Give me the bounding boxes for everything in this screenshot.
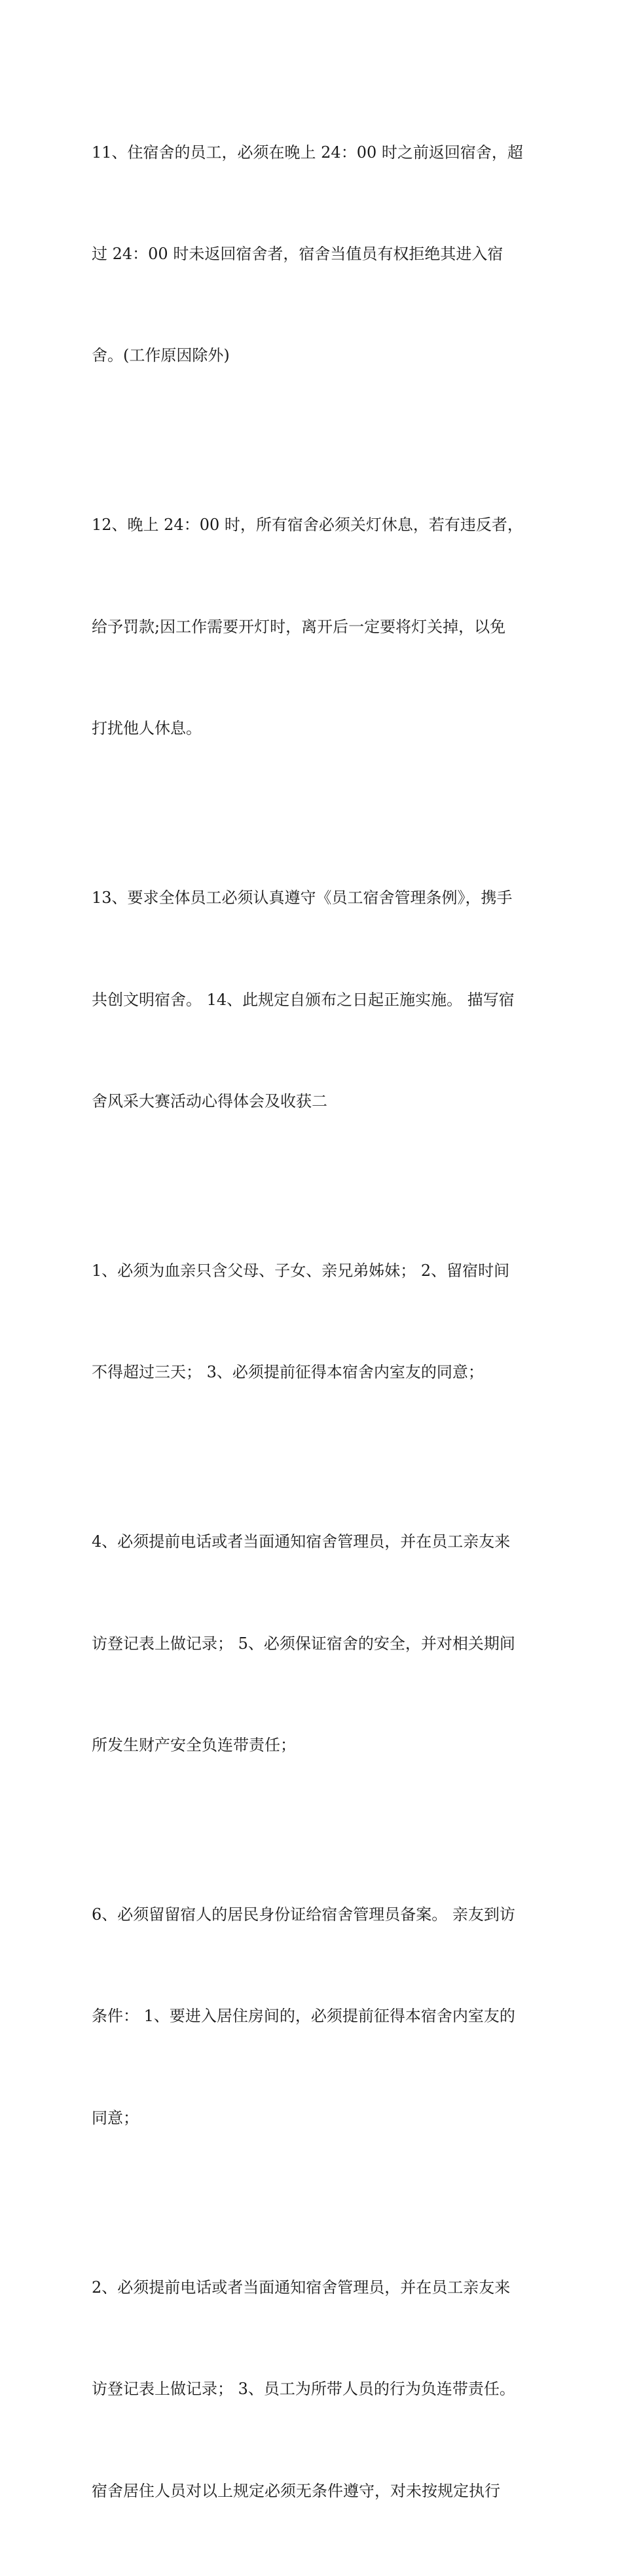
text-line: 访登记表上做记录； 3、员工为所带人员的行为负连带责任。 — [92, 2380, 515, 2399]
paragraph-visit-rule-1 — [92, 1186, 537, 1457]
text-line: 打扰他人休息。 — [92, 719, 202, 738]
text-line: 同意； — [92, 2108, 139, 2127]
text-line: 共创文明宿舍。 14、此规定自颁布之日起正施实施。 描写宿 — [92, 990, 515, 1009]
text-line: 6、必须留留宿人的居民身份证给宿舍管理员备案。 亲友到访 — [92, 1905, 515, 1924]
text-line: 给予罚款;因工作需要开灯时，离开后一定要将灯关掉，以免 — [92, 617, 506, 636]
text-line: 不得超过三天； 3、必须提前征得本宿舍内室友的同意； — [92, 1363, 484, 1382]
text-line: 条件： 1、要进入居住房间的，必须提前征得本宿舍内室友的 — [92, 2007, 515, 2026]
text-line: 舍。(工作原因除外) — [92, 346, 230, 365]
text-line: 宿舍居住人员对以上规定必须无条件遵守，对未按规定执行 — [92, 2481, 500, 2500]
text-line: 舍风采大赛活动心得体会及收获二 — [92, 1091, 327, 1110]
paragraph-visit-rule-4 — [92, 1458, 537, 1831]
text-line: 所发生财产安全负连带责任； — [92, 1736, 296, 1755]
paragraph-rule-11 — [92, 68, 537, 441]
text-line: 12、晚上 24：00 时，所有宿舍必须关灯休息，若有违反者， — [92, 516, 523, 535]
text-line: 13、要求全体员工必须认真遵守《员工宿舍管理条例》，携手 — [92, 889, 513, 908]
text-line: 2、必须提前电话或者当面通知宿舍管理员，并在员工亲友来 — [92, 2278, 511, 2297]
text-line: 4、必须提前电话或者当面通知宿舍管理员，并在员工亲友来 — [92, 1532, 511, 1551]
document-body — [92, 68, 537, 2576]
paragraph-rule-13 — [92, 814, 537, 1187]
paragraph-visit-rule-6 — [92, 1830, 537, 2203]
text-line: 访登记表上做记录； 5、必须保证宿舍的安全，并对相关期间 — [92, 1634, 515, 1653]
text-line: 11、住宿舍的员工，必须在晚上 24：00 时之前返回宿舍，超 — [92, 143, 523, 162]
text-line: 1、必须为血亲只含父母、子女、亲兄弟姊妹； 2、留宿时间 — [92, 1261, 510, 1280]
text-line: 过 24：00 时未返回宿舍者，宿舍当值员有权拒绝其进入宿 — [92, 244, 503, 263]
paragraph-visit-condition-2 — [92, 2203, 537, 2576]
paragraph-rule-12 — [92, 441, 537, 814]
